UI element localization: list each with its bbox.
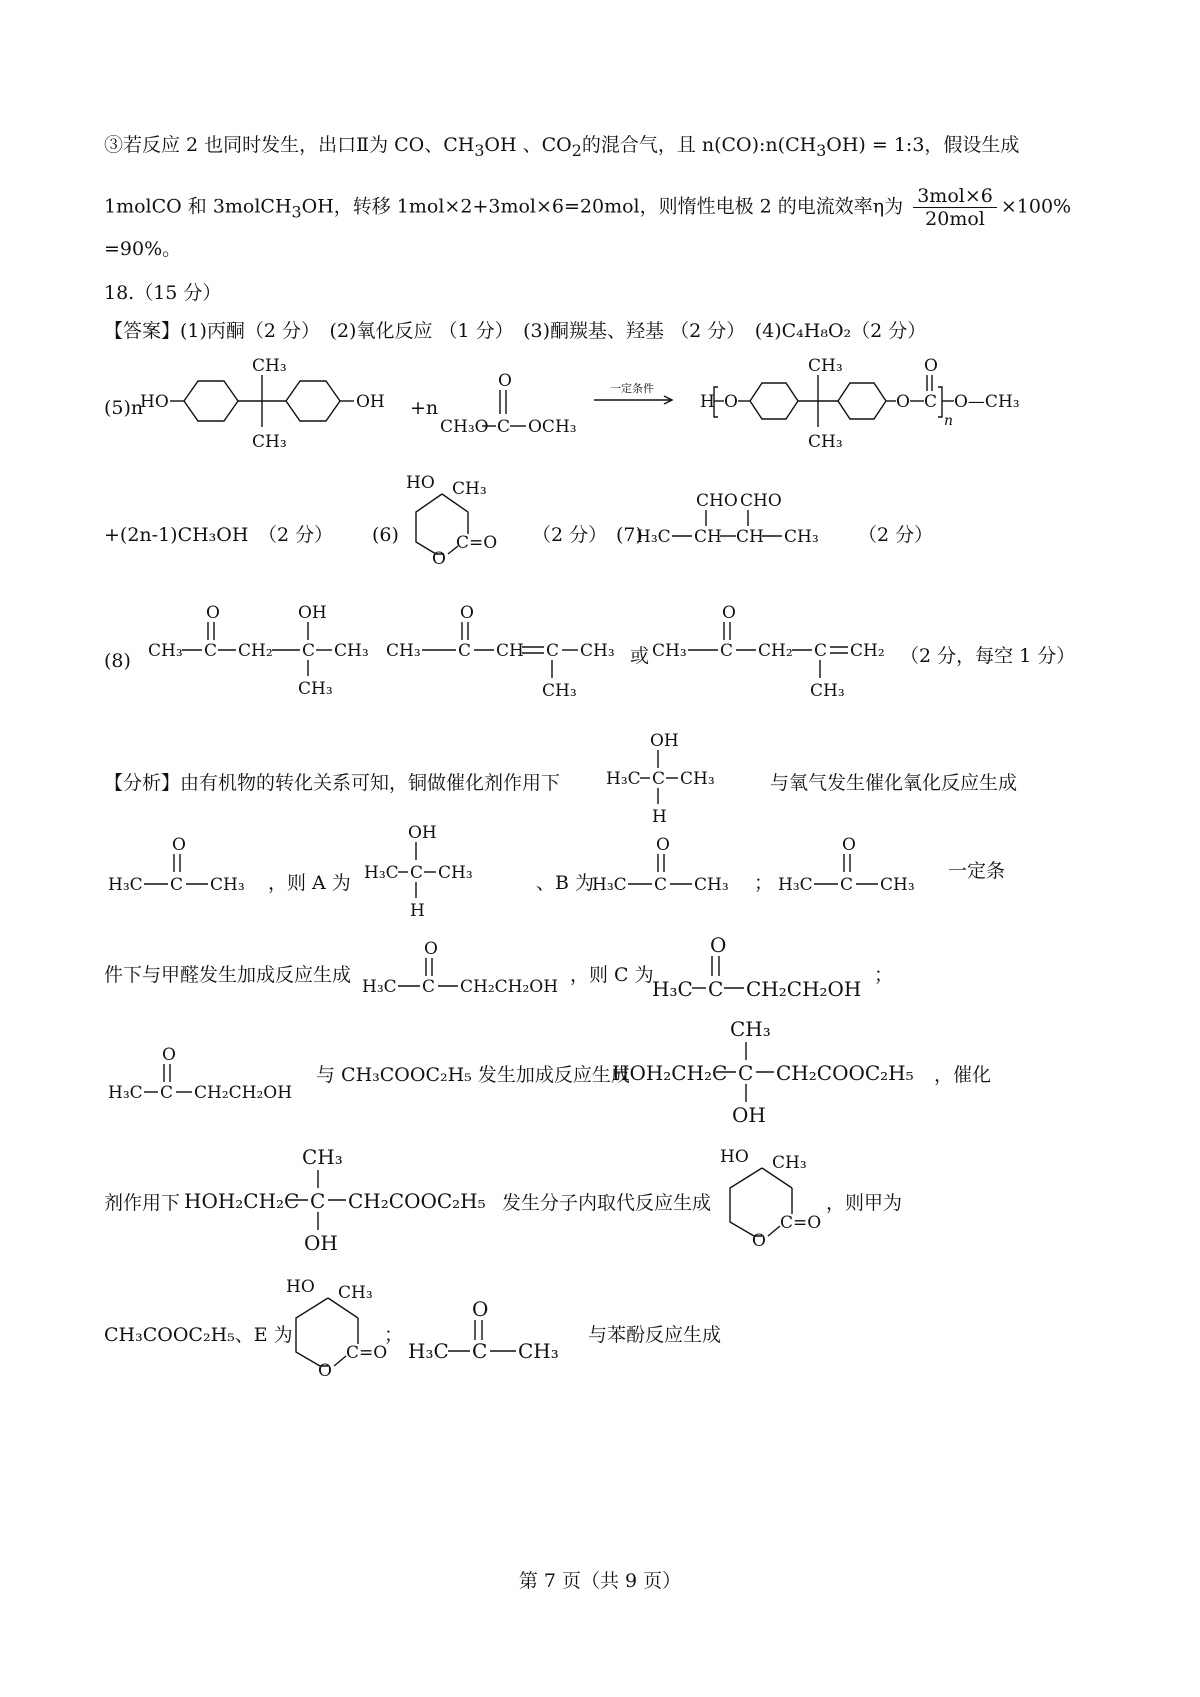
chem-text: HO — [140, 392, 169, 412]
hydroxy-ester-structure — [184, 1142, 504, 1262]
chem-text: CH₃ — [438, 863, 473, 883]
analysis-text: ，则 C 为 — [570, 964, 654, 986]
text: 1molCO 和 3molCH — [104, 195, 292, 218]
chem-text: H₃C — [606, 769, 641, 789]
chem-text: O — [432, 549, 446, 569]
chem-text: HOH₂CH₂C — [612, 1061, 728, 1085]
chem-text: OH — [304, 1231, 338, 1255]
chem-text: C — [497, 417, 511, 437]
chem-text: CH₃ — [808, 432, 843, 452]
chem-text: CHO — [740, 491, 782, 511]
analysis-text: 与氧气发生催化氧化反应生成 — [770, 772, 1018, 794]
lactone-structure — [714, 1142, 834, 1252]
analysis-text: ； — [874, 964, 894, 986]
polycarbonate-structure — [700, 355, 1050, 465]
benzene-ring — [184, 381, 238, 421]
chem-text: OH — [298, 603, 327, 623]
benzene-ring — [286, 381, 340, 421]
chem-text: H₃C — [636, 527, 671, 547]
chem-text: CH₃ — [518, 1339, 559, 1363]
chem-text: CH₃ — [334, 641, 369, 661]
hydroxybutanone-structure-large — [652, 930, 872, 1010]
answer-5-label: (5)n — [104, 397, 144, 419]
ring-bond — [768, 1226, 780, 1236]
chem-text: C — [410, 863, 424, 883]
acetone-structure-large — [408, 1296, 578, 1376]
chem-text: H — [700, 392, 715, 412]
chem-text: O — [724, 392, 738, 412]
chem-text: C — [458, 641, 472, 661]
benzene-ring — [750, 383, 798, 419]
text: （2 分） — [858, 524, 934, 546]
analysis-text: ，则甲为 — [826, 1192, 903, 1214]
chem-text: H₃C — [778, 875, 813, 895]
chem-text: C — [302, 641, 316, 661]
chem-text: O — [162, 1045, 176, 1065]
isopropanol-structure — [364, 820, 494, 920]
chem-text: CH₃ — [210, 875, 245, 895]
chem-text: H₃C — [362, 977, 397, 997]
chem-text: H₃C — [652, 977, 693, 1001]
chem-text: CH₃ — [880, 875, 915, 895]
chem-text: C — [546, 641, 560, 661]
acetone-structure — [592, 832, 742, 902]
analysis-text: 剂作用下 — [104, 1192, 181, 1214]
chem-text: CH₃ — [694, 875, 729, 895]
chem-text: CH₂CH₂OH — [460, 977, 559, 997]
chem-text: OH — [408, 823, 437, 843]
chem-text: CH — [736, 527, 764, 547]
enone-structure-1 — [386, 600, 626, 710]
chem-text: C — [654, 875, 668, 895]
chem-text: CH — [496, 641, 524, 661]
enone-structure-2 — [652, 600, 892, 710]
chem-text: H₃C — [108, 875, 143, 895]
text: +n — [410, 397, 439, 419]
chem-text: O — [722, 603, 736, 623]
dimethyl-carbonate-structure — [440, 370, 580, 440]
chem-text: CH₃ — [252, 356, 287, 376]
hydroxybutanone-structure — [362, 936, 562, 1006]
chem-text: C — [652, 769, 666, 789]
chem-text: CH₃ — [338, 1283, 373, 1303]
chem-text: O — [460, 603, 474, 623]
hydroxy-ester-structure — [612, 1014, 932, 1134]
analysis-text: 、B 为 — [536, 872, 595, 894]
chem-text: CH₃ — [680, 769, 715, 789]
chem-text: CH₃ — [452, 479, 487, 499]
chem-text: CH₃ — [772, 1153, 807, 1173]
chem-text: CH₂ — [850, 641, 885, 661]
chem-text: C — [738, 1061, 754, 1085]
chem-text: C=O — [346, 1343, 388, 1363]
analysis-text: 与 CH₃COOC₂H₅ 发生加成反应生成 — [316, 1064, 630, 1086]
subscript: 3 — [816, 140, 827, 160]
chem-text: CH₃O — [440, 417, 489, 437]
acetone-structure — [108, 832, 258, 902]
chem-text: CH₃ — [302, 1145, 343, 1169]
chem-text: C=O — [780, 1213, 822, 1233]
chem-text: O — [472, 1297, 489, 1321]
chem-text: O — [896, 392, 910, 412]
chem-text: CH₃ — [730, 1017, 771, 1041]
ring-bond — [730, 1168, 762, 1236]
chem-text: CH₃ — [148, 641, 183, 661]
chem-text: O — [710, 933, 727, 957]
hydroxybutanone-structure — [108, 1042, 308, 1112]
subscript: 3 — [474, 140, 485, 160]
reaction-arrow — [594, 380, 678, 410]
chem-text: CH₃ — [652, 641, 687, 661]
chem-text: CH₂COOC₂H₅ — [776, 1061, 914, 1085]
chem-text: H₃C — [592, 875, 627, 895]
chem-text: O — [842, 835, 856, 855]
paragraph-line-1 — [104, 132, 1019, 164]
subscript: 2 — [571, 140, 582, 160]
chem-text: CH₃ — [252, 432, 287, 452]
chem-text: CH₂CH₂OH — [194, 1083, 293, 1103]
paragraph-line-2 — [104, 185, 1071, 230]
chem-text: CH₃ — [386, 641, 421, 661]
analysis-text: ； — [754, 872, 774, 894]
text: OH，转移 1mol×2+3mol×6=20mol，则惰性电极 2 的电流效率η为 — [301, 195, 904, 218]
chem-text: O — [498, 371, 512, 391]
chem-text: CH₂ — [758, 641, 793, 661]
chem-text: O—CH₃ — [954, 392, 1020, 412]
chem-text: OH — [356, 392, 385, 412]
chem-text: HOH₂CH₂C — [184, 1189, 300, 1213]
chem-text: OH — [732, 1103, 766, 1127]
chem-text: C — [814, 641, 828, 661]
text: OH) = 1:3，假设生成 — [826, 134, 1020, 156]
text: 的混合气，且 n(CO):n(CH — [581, 134, 817, 156]
analysis-text: 发生分子内取代反应生成 — [502, 1192, 712, 1214]
chem-text: CH — [694, 527, 722, 547]
chem-text: CH₂ — [238, 641, 273, 661]
isopropanol-structure — [606, 728, 736, 828]
analysis-text: 与苯酚反应生成 — [588, 1324, 722, 1346]
chem-text: CH₂COOC₂H₅ — [348, 1189, 486, 1213]
chem-text: C — [204, 641, 218, 661]
chem-text: CH₃ — [810, 681, 845, 701]
lactone-structure — [280, 1272, 400, 1382]
answer-line: 【答案】(1)丙酮（2 分） (2)氧化反应 （1 分） (3)酮羰基、羟基 （2 分） (4)C₄H₈O₂（2 分） — [104, 320, 927, 342]
chem-text: C — [310, 1189, 326, 1213]
analysis-text: 【分析】由有机物的转化关系可知，铜做催化剂作用下 — [104, 772, 561, 794]
chem-text: O — [424, 939, 438, 959]
ring-bond — [416, 494, 444, 554]
text: （2 分，每空 1 分） — [900, 645, 1076, 667]
fraction-denominator: 20mol — [925, 208, 985, 230]
acetone-structure — [778, 832, 928, 902]
chem-text: HO — [406, 473, 435, 493]
bisphenol-a-structure — [140, 355, 410, 465]
benzene-ring — [838, 383, 886, 419]
hydroxy-ketone-structure — [148, 600, 378, 700]
chem-text: C — [472, 1339, 488, 1363]
analysis-text: CH₃COOC₂H₅、E 为 — [104, 1324, 293, 1346]
chem-text: C — [720, 641, 734, 661]
chem-text: O — [924, 356, 938, 376]
ring-bond — [334, 1356, 346, 1366]
reaction-condition: 一定条件 — [610, 382, 654, 395]
chem-text: H₃C — [364, 863, 399, 883]
analysis-text: 件下与甲醛发生加成反应生成 — [104, 964, 352, 986]
chem-text: CH₃ — [298, 679, 333, 699]
text: OH 、CO — [484, 134, 572, 156]
chem-text: CH₃ — [784, 527, 819, 547]
chem-text: H₃C — [408, 1339, 449, 1363]
fraction-numerator: 3mol×6 — [913, 185, 997, 208]
chem-text: CH₃ — [808, 356, 843, 376]
chem-text: H — [410, 901, 425, 921]
bracket-right — [938, 387, 942, 417]
chem-text: C — [422, 977, 436, 997]
chem-text: H — [652, 807, 667, 827]
answer-7-label: (7) — [616, 524, 643, 546]
chem-text: C — [924, 392, 938, 412]
answer-8-label: (8) — [104, 650, 131, 672]
chem-text: HO — [720, 1147, 749, 1167]
analysis-text: 一定条 — [948, 860, 1006, 882]
chem-text: CHO — [696, 491, 738, 511]
lactone-structure — [398, 470, 508, 570]
fraction — [913, 185, 997, 230]
chem-text: C — [708, 977, 724, 1001]
chem-text: C — [840, 875, 854, 895]
analysis-text: ； — [384, 1324, 404, 1346]
chem-text: OH — [650, 731, 679, 751]
chem-text: CH₃ — [580, 641, 615, 661]
chem-text: CH₂CH₂OH — [746, 977, 862, 1001]
chem-text: HO — [286, 1277, 315, 1297]
text: 或 — [630, 645, 650, 667]
chem-text: O — [172, 835, 186, 855]
question-title: 18.（15 分） — [104, 282, 222, 304]
chem-text: O — [318, 1361, 332, 1381]
chem-text: C — [170, 875, 184, 895]
paragraph-line-3: =90%。 — [104, 238, 182, 260]
text: （2 分） — [532, 524, 608, 546]
bracket-left — [714, 387, 718, 417]
chem-text: OCH₃ — [528, 417, 577, 437]
dialdehyde-structure — [636, 488, 836, 548]
chem-text: O — [656, 835, 670, 855]
text: +(2n-1)CH₃OH （2 分） — [104, 524, 334, 546]
ring-bond — [296, 1298, 328, 1366]
chem-text: C — [160, 1083, 174, 1103]
chem-text: n — [944, 413, 954, 429]
chem-text: O — [752, 1231, 766, 1251]
answer-6-label: (6) — [372, 524, 399, 546]
chem-text: O — [206, 603, 220, 623]
subscript: 3 — [291, 202, 302, 222]
chem-text: CH₃ — [542, 681, 577, 701]
analysis-text: ，则 A 为 — [268, 872, 351, 894]
chem-text: C=O — [456, 533, 498, 553]
page-footer: 第 7 页（共 9 页） — [518, 1570, 682, 1592]
text: ×100% — [1000, 195, 1072, 218]
chem-text: H₃C — [108, 1083, 143, 1103]
text: ③若反应 2 也同时发生，出口Ⅱ为 CO、CH — [104, 134, 475, 156]
analysis-text: ，催化 — [934, 1064, 992, 1086]
